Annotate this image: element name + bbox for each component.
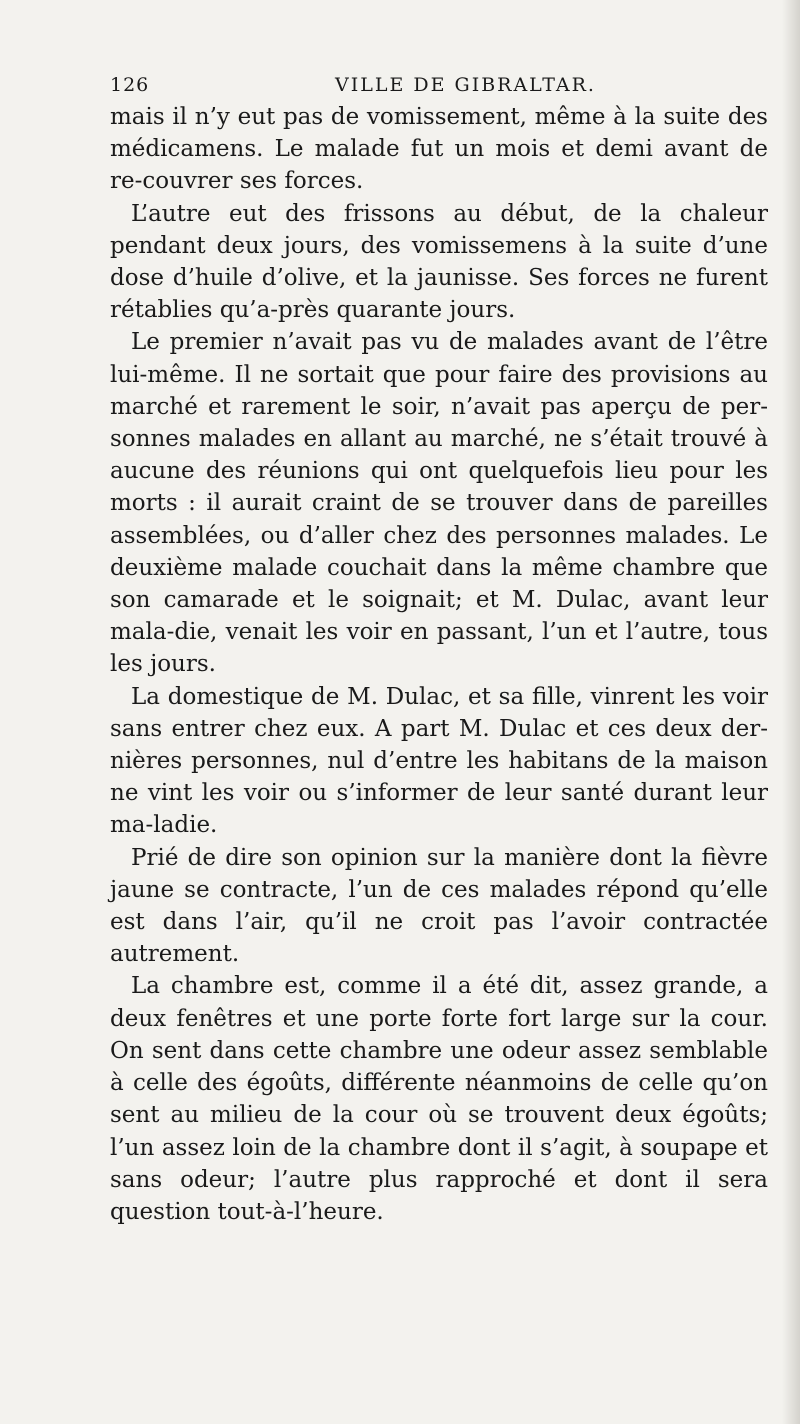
body-text xyxy=(110,101,768,1228)
paragraph: mais il n’y eut pas de vomissement, même à la suite des médicamens. Le malade fut un mois et demi avant de re-couvrer ses forces. xyxy=(110,104,768,195)
paragraph: Prié de dire son opinion sur la manière dont la fièvre jaune se contracte, l’un de ces malades répond qu’elle est dans l’air, qu’il ne croit pas l’avoir contractée autrement. xyxy=(110,844,768,968)
paragraph: Le premier n’avait pas vu de malades avant de l’être lui-même. Il ne sortait que pour faire des provisions au marché et rarement le soir, n’avait pas aperçu de per-sonnes malades en allant au marché, ne s’était trouvé à aucune des réunions qui ont quelquefois lieu pour les morts : il aurait craint de se trouver dans de pareilles assemblées, ou d’aller chez des personnes malades. Le deuxième malade couchait dans la même chambre que son camarade et le soignait; et M. Dulac, avant leur mala-die, venait les voir en passant, l’un et l’autre, tous les jours. xyxy=(110,329,768,678)
paragraph: L’autre eut des frissons au début, de la chaleur pendant deux jours, des vomissemens à la suite d’une dose d’huile d’olive, et la jaunisse. Ses forces ne furent rétablies qu’a-près quarante jours. xyxy=(110,200,768,324)
page-edge-shadow xyxy=(782,0,800,1424)
running-title: VILLE DE GIBRALTAR. xyxy=(335,74,596,96)
paragraph: La chambre est, comme il a été dit, assez grande, a deux fenêtres et une porte forte fort large sur la cour. On sent dans cette chambre une odeur assez semblable à celle des égoûts, différente néanmoins de celle qu’on sent au milieu de la cour où se trouvent deux égoûts; l’un assez loin de la chambre dont il s’agit, à soupape et sans odeur; l’autre plus rapproché et dont il sera question tout-à-l’heure. xyxy=(110,973,768,1225)
paragraph: La domestique de M. Dulac, et sa fille, vinrent les voir sans entrer chez eux. A part M. Dulac et ces deux der-nières personnes, nul d’entre les habitans de la maison ne vint les voir ou s’informer de leur santé durant leur ma-ladie. xyxy=(110,683,768,839)
page-number: 126 xyxy=(110,74,150,96)
